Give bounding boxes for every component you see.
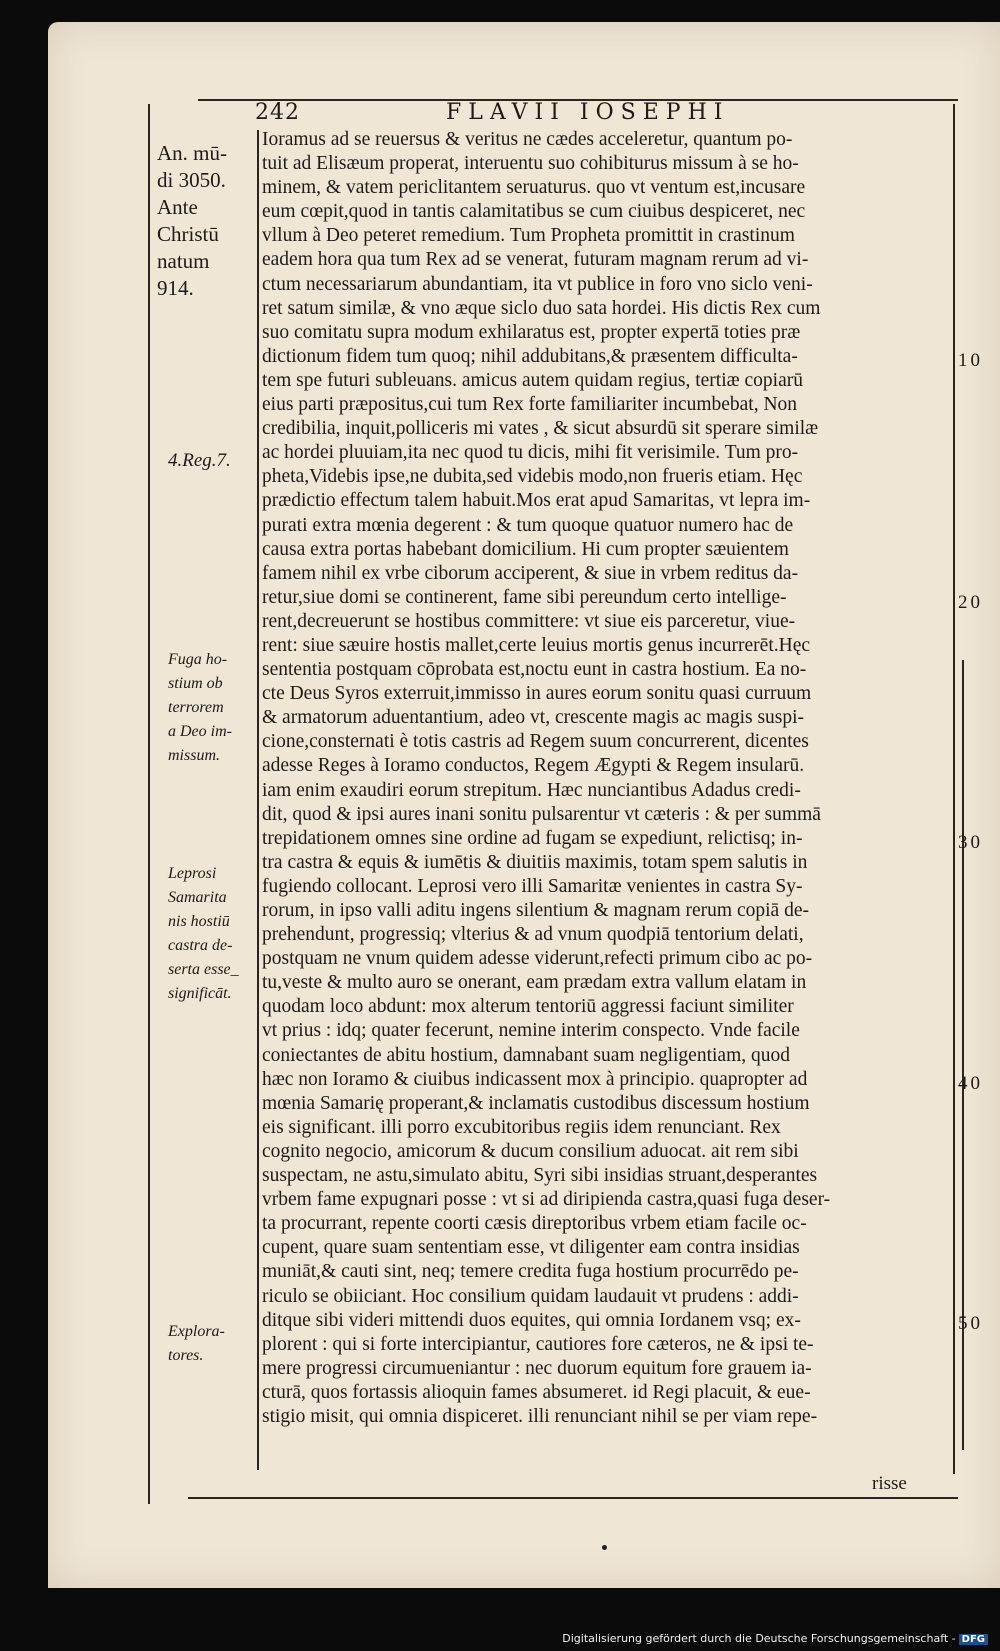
margin-year-note [157,140,227,302]
margin-note-lepers [168,862,239,1006]
text-line: vrbem fame expugnari posse : vt si ad diripienda castra,quasi fuga deser- [262,1189,831,1211]
digitization-credit [562,1632,988,1645]
text-line: ret satum similæ, & vno æque siclo duo sata hordei. His dictis Rex cum [262,297,821,319]
text-line: & armatorum aduentantium, adeo vt, crescente magis ac magis suspi- [262,707,805,729]
line-number: 10 [958,350,983,371]
margin-line: stium ob [168,675,223,692]
line-number: 50 [958,1313,983,1334]
margin-note-scouts [168,1320,225,1368]
text-line: vllum à Deo peteret remedium. Tum Propheta promittit in crastinum [262,225,795,247]
credit-text: Digitalisierung gefördert durch die Deutsche Forschungsgemeinschaft - [562,1632,956,1645]
text-line: rent,decreuerunt se hostibus committere: vt siue eis parceretur, viue- [262,610,796,632]
left-inner-rule [257,130,259,1470]
text-line: ctum necessariarum abundantiam, ita vt publice in foro vno siclo veni- [262,273,813,295]
text-line: credibilia, inquit,polliceris mi vates , & sicut absurdū sit sperare similæ [262,418,819,440]
text-line: rorum, in ipso valli aditu ingens silentium & magnam rerum copiā de- [262,900,809,921]
text-line: coniectantes de abitu hostium, damnabant suam negligentiam, quod [262,1044,790,1066]
line-number: 40 [958,1073,983,1094]
running-title: FLAVII IOSEPHI [446,100,730,125]
text-line: suspectam, ne astu,simulato abitu, Syri sibi insidias struant,desperantes [262,1165,818,1187]
text-line: retur,siue domi se continerent, fame sibi pereundum certo intellige- [262,586,787,608]
text-line: fugiendo collocant. Leprosi vero illi Samaritæ venientes in castra Sy- [262,875,803,897]
text-line: iam enim exaudiri eorum strepitum. Hæc nunciantibus Adadus credi- [262,779,801,801]
margin-note-flight [168,648,232,768]
text-line: plorent : qui si forte intercipiantur, cautiores fore cæteros, ne & ipsi te- [262,1333,814,1355]
margin-line: missum. [168,747,221,764]
page-dot [602,1545,607,1550]
text-line: postquam ne vnum quidem adesse viderunt,refecti primum cibo ac po- [262,948,813,970]
text-line: ac hordei pluuiam,ita nec quod tu dicis, mihi fit verisimile. Tum pro- [262,442,799,464]
text-line: stigio misit, qui omnia dispiceret. illi renunciant nihil se per viam repe- [262,1405,818,1427]
margin-line: 914. [157,276,194,300]
text-line: dit, quod & ipsi aures inani sonitu pulsarentur vt cæteris : & per summā [262,803,821,825]
text-line: eum cœpit,quod in tantis calamitatibus se cum ciuibus despiceret, nec [262,201,806,223]
margin-line: An. mū- [157,141,227,165]
text-line: purati extra mœnia degerent : & tum quoque quatuor numero hac de [262,514,794,536]
right-rule [953,104,955,1474]
text-line: trepidationem omnes sine ordine ad fugam se expediunt, relictisq; in- [262,827,803,849]
text-line: vt prius : idq; quater fecerunt, nemine interim conspecto. Vnde facile [262,1020,800,1042]
text-line: eis significant. illi porro excubitoribus regiis idem renunciant. Rex [262,1116,781,1138]
text-line: quodam loco abdunt: mox alterum tentoriū aggressi faciunt similiter [262,996,794,1018]
text-line: dictionum fidem tum quoq; nihil addubitans,& præsentem difficulta- [262,345,798,367]
margin-line: di 3050. [157,168,226,192]
text-line: adesse Reges à Ioramo conductos, Regem Ægypti & Regem insularū. [262,755,805,777]
text-line: eius parti præpositus,cui tum Rex forte familiariter incumbebat, Non [262,394,798,416]
margin-line: natum [157,249,210,273]
margin-line: tores. [168,1347,204,1364]
body-text [262,128,952,1429]
margin-line: Fuga ho- [168,651,228,668]
dfg-logo: DFG [959,1634,988,1645]
margin-line: a Deo im- [168,723,232,740]
text-line: famem nihil ex vrbe ciborum acciperent, & siue in vrbem reditus da- [262,562,799,584]
margin-line: Leprosi [168,865,217,882]
line-number: 20 [958,592,983,613]
text-line: mere progressi circumueniantur : nec duorum equitum fore grauem ia- [262,1357,812,1379]
margin-line: Ante [157,195,198,219]
left-outer-rule [148,104,150,1504]
margin-scripture-reference: 4.Reg.7. [168,450,231,471]
text-line: tem spe futuri subleuans. amicus autem quidam regius, tertiæ copiarū [262,369,803,391]
text-line: cognito negocio, amicorum & ducum consilium aduocat. ait rem sibi [262,1140,799,1162]
margin-line: significāt. [168,985,232,1002]
margin-line: serta esse_ [168,961,239,978]
text-line: muniāt,& cauti sint, neq; temere credita fuga hostium procurrēdo pe- [262,1261,799,1283]
margin-line: Christū [157,222,219,246]
text-line: tu,veste & multo auro se onerant, eam prædam extra vallum elatam in [262,972,807,994]
text-line: rent: siue sæuire hostis mallet,certe leuius mortis genus incurrerēt.Hęc [262,634,811,656]
text-line: ditque sibi videri mittendi duos equites, qui omnia Iordanem vsq; ex- [262,1309,801,1331]
bottom-rule [188,1497,958,1499]
catchword: risse [872,1473,907,1494]
text-line: tra castra & equis & iumētis & diuitiis maximis, totam spem salutis in [262,851,808,873]
margin-line: nis hostiū [168,913,230,930]
text-line: tuit ad Elisæum properat, interuentu suo cohibiturus missum à se ho- [262,153,799,175]
text-line: mœnia Samarię properant,& inclamatis custodibus discessum hostium [262,1092,810,1114]
text-line: cupent, quare suam sententiam esse, vt diligenter eam contra insidias [262,1237,800,1259]
margin-line: Explora- [168,1323,225,1340]
text-line: ta procurrant, repente coorti cæsis direptoribus vrbem etiam facile oc- [262,1213,807,1235]
text-line: Ioramus ad se reuersus & veritus ne cædes acceleretur, quantum po- [262,129,793,150]
text-line: pheta,Videbis ipse,ne dubita,sed videbis modo,non frueris etiam. Hęc [262,466,803,488]
margin-line: Samarita [168,889,227,906]
text-line: minem, & vatem periclitantem seruaturus. quo vt ventum est,incusare [262,177,806,199]
text-line: riculo se obiiciant. Hoc consilium quidam laudauit vt prudens : addi- [262,1285,799,1307]
text-line: sententia postquam cōprobata est,noctu eunt in castra hostium. Ea no- [262,659,807,681]
text-line: prædictio effectum talem habuit.Mos erat apud Samaritas, vt lepra im- [262,490,811,512]
margin-line: castra de- [168,937,233,954]
text-line: causa extra portas habebant domicilium. Hi cum propter sæuientem [262,538,789,560]
page-number: 242 [255,100,300,125]
text-line: prehendunt, progressiq; vlterius & ad vnum quodpiā tentorium delati, [262,924,804,946]
text-line: cte Deus Syros exterruit,immisso in aures eorum sonitu quasi curruum [262,683,812,705]
line-number: 30 [958,832,983,853]
text-line: eadem hora qua tum Rex ad se venerat, futuram magnam rerum ad vi- [262,249,809,271]
text-line: cturā, quos fortassis alioquin fames absumeret. id Regi placuit, & eue- [262,1381,811,1403]
margin-line: terrorem [168,699,224,716]
text-line: hæc non Ioramo & ciuibus indicassent mox à principio. quapropter ad [262,1068,808,1090]
text-line: cione,consternati è totis castris ad Regem suum concurrerent, dicentes [262,731,809,753]
text-line: suo comitatu supra modum exhilaratus est, propter expertā toties præ [262,321,801,343]
